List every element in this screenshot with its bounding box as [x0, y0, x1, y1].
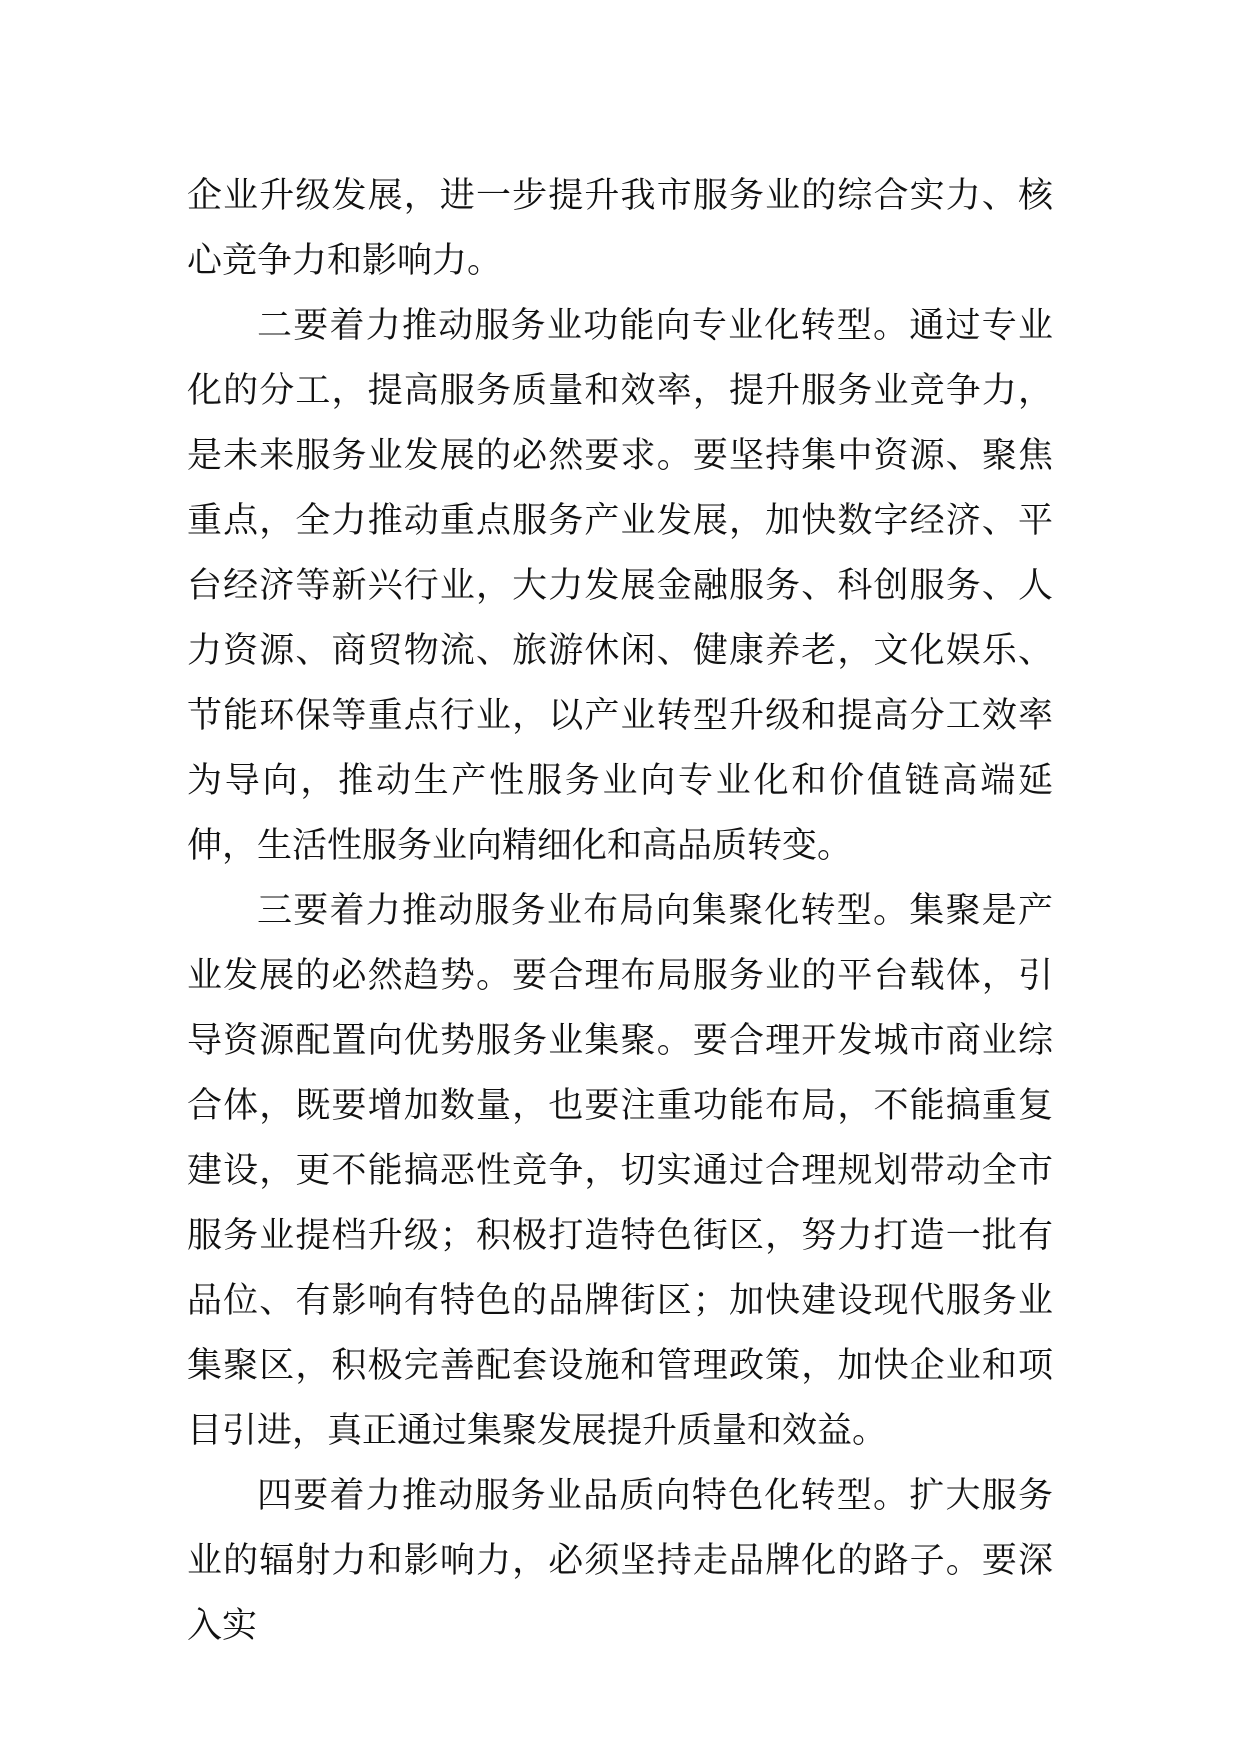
body-text [187, 164, 1053, 1659]
paragraph-continuation: 企业升级发展，进一步提升我市服务业的综合实力、核心竞争力和影响力。 [187, 176, 1053, 281]
paragraph-agglomeration: 三要着力推动服务业布局向集聚化转型。集聚是产业发展的必然趋势。要合理布局服务业的平台载体，引导资源配置向优势服务业集聚。要合理开发城市商业综合体，既要增加数量，也要注重功能布局，不能搞重复建设，更不能搞恶性竞争，切实通过合理规划带动全市服务业提档升级；积极打造特色街区，努力打造一批有品位、有影响有特色的品牌街区；加快建设现代服务业集聚区，积极完善配套设施和管理政策，加快企业和项目引进，真正通过集聚发展提升质量和效益。 [187, 891, 1053, 1451]
paragraph-characterization: 四要着力推动服务业品质向特色化转型。扩大服务业的辐射力和影响力，必须坚持走品牌化的路子。要深入实 [187, 1476, 1053, 1646]
paragraph-specialization: 二要着力推动服务业功能向专业化转型。通过专业化的分工，提高服务质量和效率，提升服务业竞争力，是未来服务业发展的必然要求。要坚持集中资源、聚焦重点，全力推动重点服务产业发展，加快数字经济、平台经济等新兴行业，大力发展金融服务、科创服务、人力资源、商贸物流、旅游休闲、健康养老，文化娱乐、节能环保等重点行业，以产业转型升级和提高分工效率为导向，推动生产性服务业向专业化和价值链高端延伸，生活性服务业向精细化和高品质转变。 [187, 306, 1053, 866]
